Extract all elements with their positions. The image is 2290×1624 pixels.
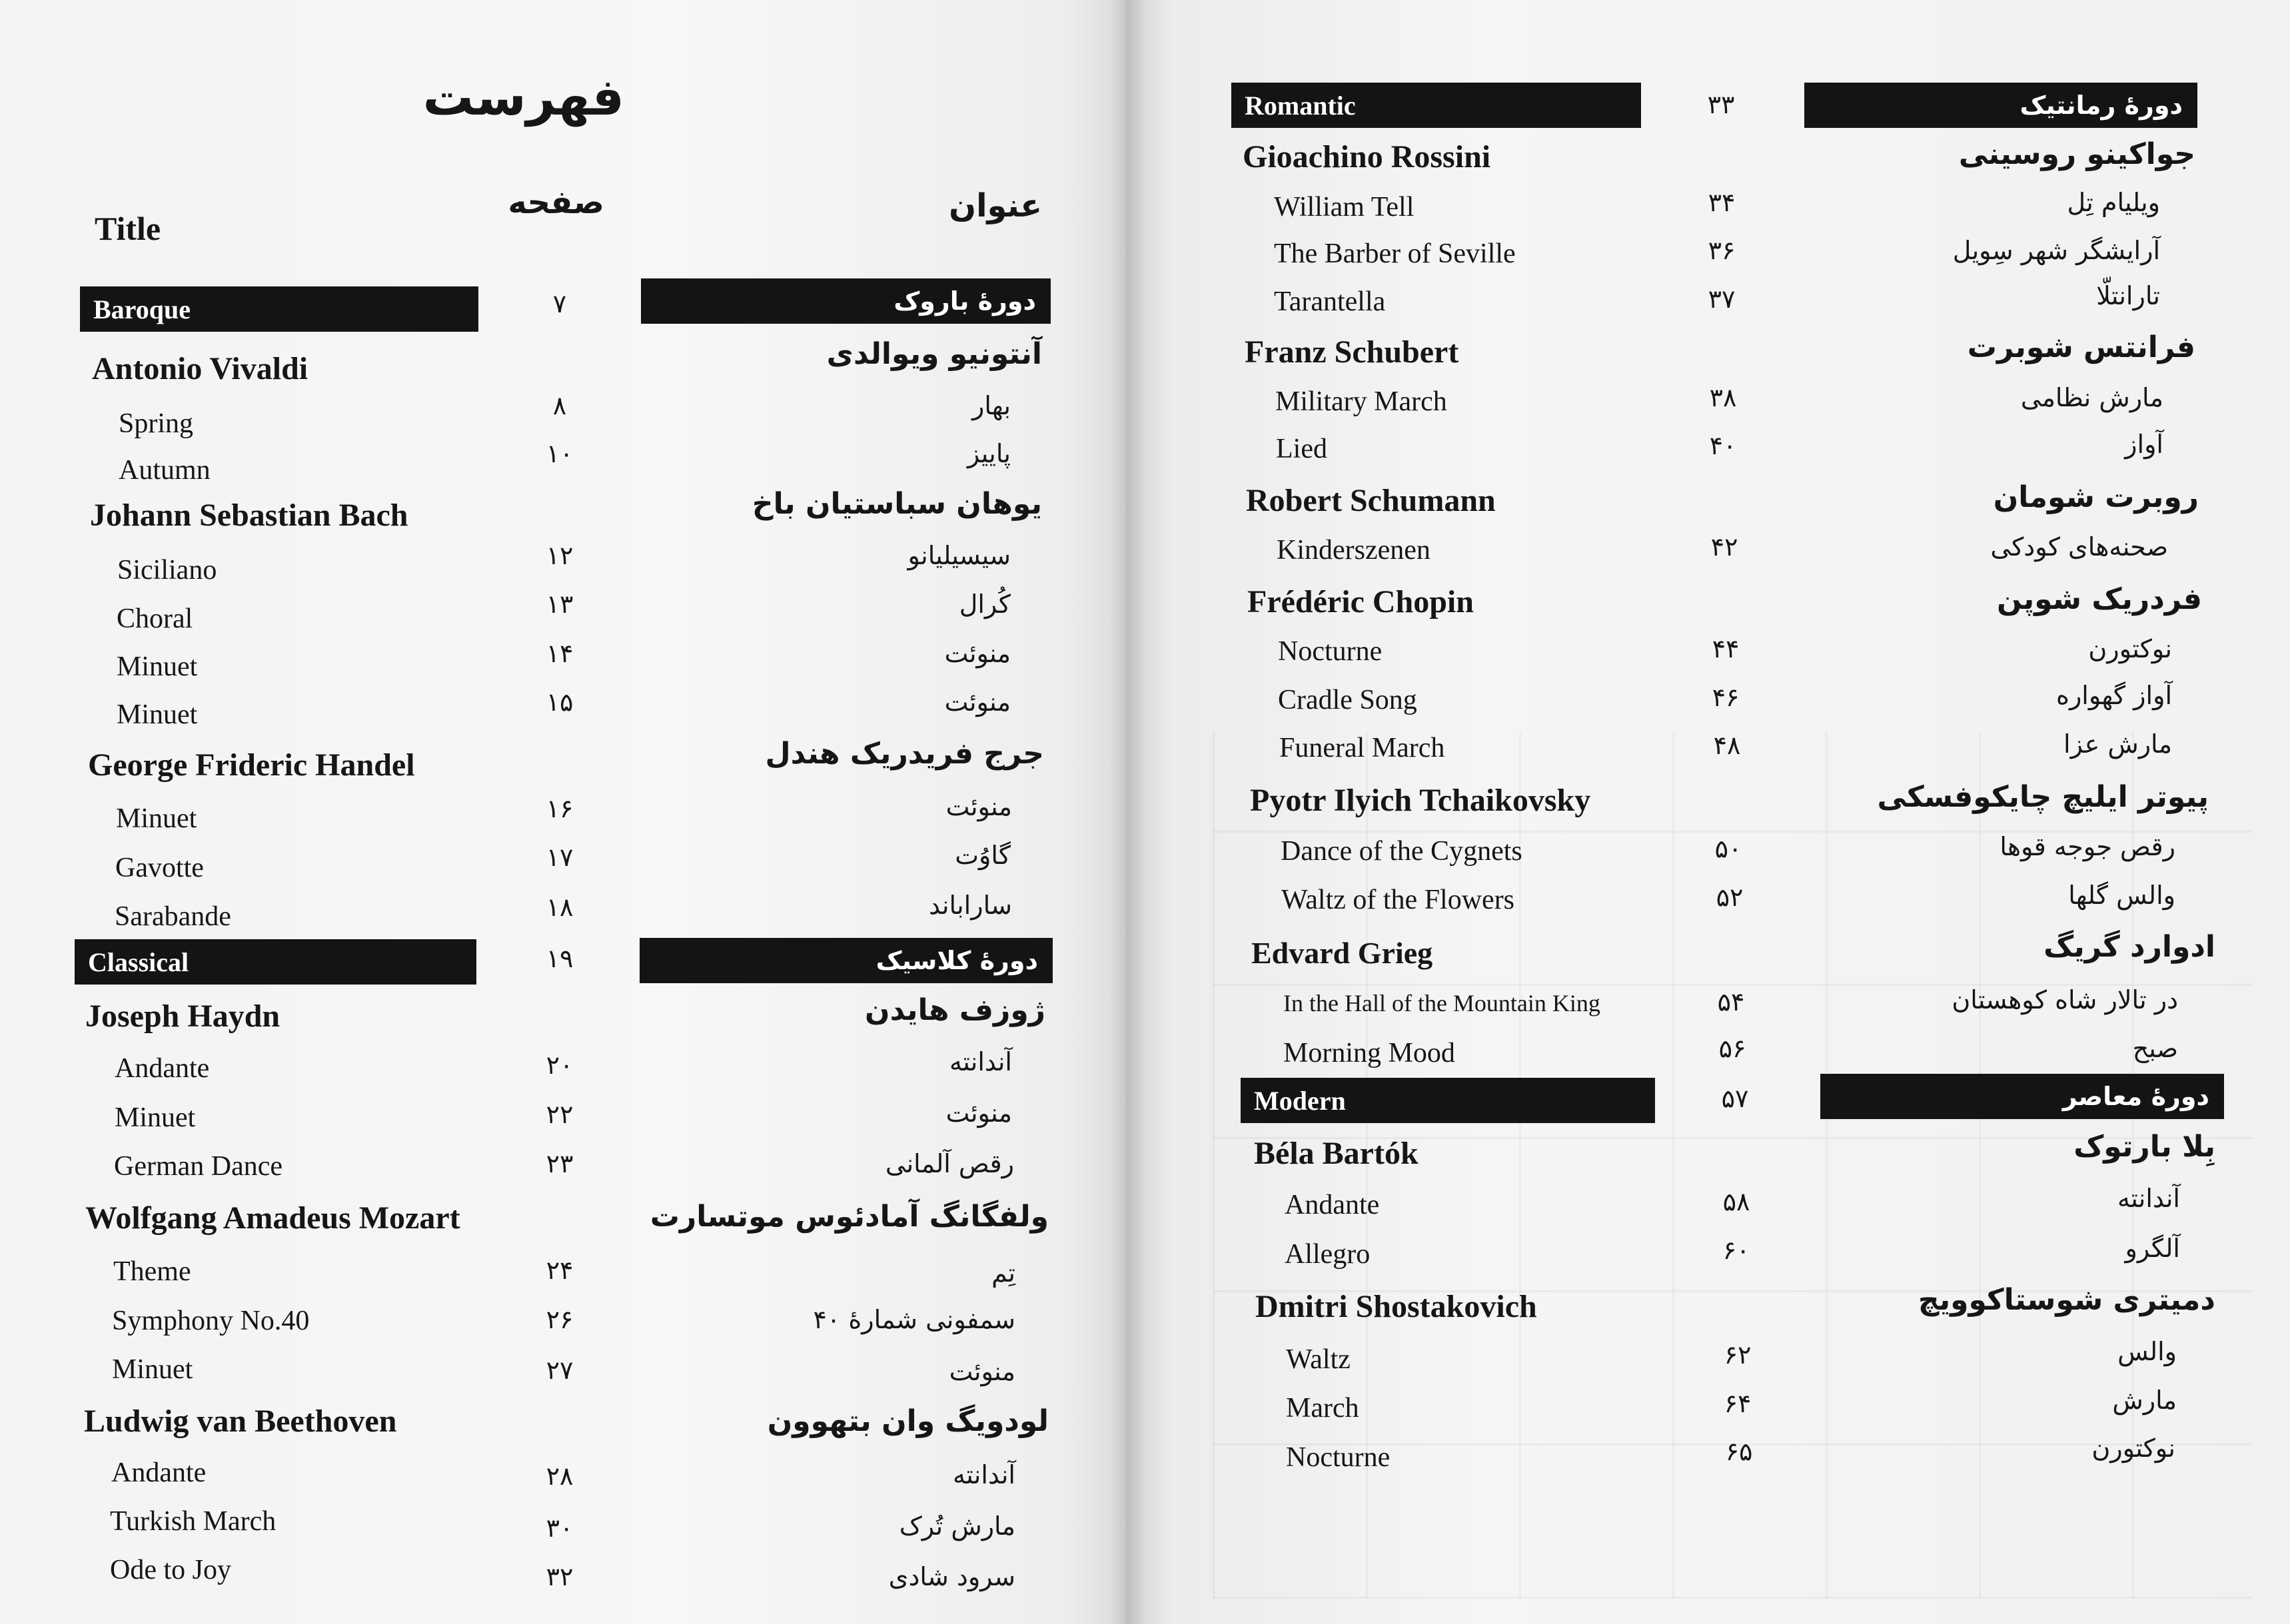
piece-title-en: Symphony No.40 [112, 1306, 310, 1336]
piece-title-fa: منوئت [944, 687, 1011, 717]
piece-title-en: Turkish March [110, 1506, 277, 1537]
section-bar-fa: دورهٔ کلاسیک [640, 938, 1053, 983]
section-page: ۳۳ [1707, 90, 1735, 119]
column-page-fa: صفحه [508, 184, 604, 221]
piece-title-fa: در تالار شاه کوهستان [1952, 985, 2178, 1015]
piece-title-en: Andante [111, 1457, 207, 1488]
section-bar-fa: دورهٔ معاصر [1820, 1074, 2224, 1119]
piece-title-en: Morning Mood [1283, 1038, 1455, 1068]
piece-title-fa: رقص آلمانی [885, 1149, 1014, 1178]
piece-title-en: Tarantella [1274, 286, 1386, 317]
piece-title-en: Theme [113, 1256, 191, 1287]
piece-page: ۲۰ [546, 1050, 574, 1080]
piece-title-en: Andante [1285, 1190, 1380, 1220]
piece-title-fa: منوئت [945, 1098, 1012, 1128]
piece-title-en: Cradle Song [1278, 685, 1417, 715]
piece-title-en: Autumn [119, 455, 211, 486]
piece-title-fa: گاوُت [955, 841, 1011, 870]
section-bar-fa: دورهٔ رمانتیک [1804, 83, 2197, 128]
composer-name-en: Dmitri Shostakovich [1255, 1289, 1537, 1324]
composer-name-fa: دمیتری شوستاکوویچ [1918, 1283, 2215, 1317]
composer-name-fa: جواکینو روسینی [1958, 137, 2195, 171]
piece-title-fa: سرود شادی [888, 1562, 1015, 1591]
piece-page: ۸ [552, 391, 567, 420]
piece-page: ۱۴ [546, 639, 574, 668]
piece-title-en: Minuet [115, 1102, 196, 1133]
piece-title-en: Dance of the Cygnets [1281, 836, 1522, 867]
composer-name-en: Gioachino Rossini [1243, 139, 1491, 175]
composer-name-en: Franz Schubert [1245, 334, 1459, 370]
composer-name-en: Pyotr Ilyich Tchaikovsky [1250, 783, 1591, 818]
piece-page: ۴۲ [1710, 532, 1738, 562]
piece-page: ۶۵ [1725, 1437, 1753, 1466]
composer-name-en: Béla Bartók [1254, 1136, 1419, 1171]
piece-title-en: Minuet [116, 803, 197, 834]
composer-name-fa: فردریک شوپن [1997, 582, 2202, 616]
piece-page: ۱۰ [546, 439, 574, 468]
composer-name-fa: روبرت شومان [1993, 480, 2199, 514]
piece-title-en: Waltz [1286, 1344, 1351, 1375]
piece-title-fa: منوئت [949, 1357, 1015, 1386]
piece-page: ۱۷ [546, 843, 574, 872]
composer-name-fa: فرانتس شوبرت [1967, 330, 2195, 364]
piece-page: ۵۸ [1722, 1187, 1750, 1216]
piece-title-fa: رقص جوجه قوها [2000, 832, 2175, 861]
piece-title-en: Nocturne [1286, 1442, 1391, 1473]
composer-name-en: Frédéric Chopin [1247, 584, 1474, 619]
section-bar-en: Romantic [1231, 83, 1641, 128]
piece-title-fa: بهار [971, 391, 1011, 420]
piece-title-en: Gavotte [115, 853, 204, 883]
piece-title-fa: نوکتورن [2088, 634, 2172, 663]
composer-name-en: Ludwig van Beethoven [84, 1404, 397, 1439]
piece-page: ۲۴ [546, 1256, 574, 1285]
piece-title-en: March [1286, 1393, 1359, 1423]
piece-page: ۳۶ [1708, 236, 1736, 265]
composer-name-fa: پیوتر ایلیچ چایکوفسکی [1877, 780, 2209, 814]
composer-name-fa: لودویگ وان بتهوون [767, 1404, 1049, 1438]
piece-title-fa: کُرال [959, 590, 1011, 619]
piece-title-fa: صحنه‌های کودکی [1990, 532, 2168, 562]
piece-title-fa: صبح [2132, 1034, 2178, 1063]
piece-page: ۱۲ [546, 541, 574, 570]
piece-title-fa: آندانته [2117, 1184, 2180, 1213]
composer-name-fa: ولفگانگ آمادئوس موتسارت [650, 1200, 1049, 1234]
piece-title-fa: مارش نظامی [2020, 383, 2163, 412]
piece-title-en: Minuet [112, 1354, 193, 1385]
piece-title-en: Sarabande [115, 901, 231, 932]
piece-page: ۲۲ [546, 1100, 574, 1129]
piece-title-fa: آرایشگر شهر سِویل [1952, 236, 2160, 265]
composer-name-en: Edvard Grieg [1251, 936, 1433, 970]
column-title-en: Title [95, 210, 161, 247]
piece-title-fa: مارش تُرک [899, 1511, 1015, 1541]
piece-title-fa: مارش [2112, 1386, 2177, 1415]
piece-title-fa: ساراباند [928, 891, 1012, 920]
piece-title-fa: آواز گهواره [2056, 681, 2172, 710]
piece-title-fa: آلگرو [2125, 1234, 2180, 1263]
composer-name-fa: جرج فریدریک هندل [765, 737, 1044, 771]
piece-title-en: Allegro [1285, 1239, 1371, 1270]
piece-page: ۶۲ [1724, 1340, 1752, 1370]
piece-title-fa: تِم [991, 1258, 1015, 1288]
composer-name-fa: بِلا بارتوک [2073, 1130, 2215, 1164]
section-bar-en: Modern [1241, 1078, 1655, 1123]
piece-page: ۲۷ [546, 1356, 574, 1385]
composer-name-en: Robert Schumann [1246, 483, 1496, 518]
piece-page: ۴۶ [1712, 683, 1740, 712]
piece-page: ۶۴ [1724, 1389, 1752, 1418]
piece-title-en: Siciliano [117, 555, 217, 586]
piece-title-fa: تارانتلّا [2096, 281, 2160, 310]
composer-name-fa: یوهان سباستیان باخ [752, 487, 1042, 521]
piece-title-en: Spring [119, 408, 194, 439]
composer-name-en: Antonio Vivaldi [92, 351, 308, 386]
piece-title-en: Funeral March [1279, 733, 1445, 763]
piece-title-en: Kinderszenen [1277, 535, 1431, 566]
piece-page: ۱۳ [546, 590, 574, 619]
piece-page: ۵۲ [1716, 883, 1744, 912]
piece-title-fa: والس [2117, 1337, 2177, 1366]
piece-title-en: Nocturne [1278, 636, 1383, 667]
composer-name-en: Johann Sebastian Bach [90, 498, 408, 533]
composer-name-en: Wolfgang Amadeus Mozart [85, 1200, 460, 1236]
piece-title-fa: منوئت [945, 792, 1012, 821]
composer-name-fa: ژوزف هایدن [865, 993, 1045, 1027]
piece-page: ۳۰ [546, 1513, 574, 1543]
piece-page: ۴۴ [1712, 634, 1740, 663]
piece-title-fa: آواز [2125, 430, 2163, 459]
piece-title-en: Ode to Joy [110, 1555, 231, 1585]
piece-title-en: William Tell [1274, 192, 1415, 222]
section-page: ۱۹ [546, 944, 574, 973]
section-bar-en: Classical [75, 939, 476, 985]
piece-title-en: German Dance [114, 1151, 283, 1182]
piece-page: ۶۰ [1722, 1236, 1750, 1265]
piece-title-fa: منوئت [944, 639, 1011, 668]
piece-page: ۲۶ [546, 1305, 574, 1334]
piece-title-fa: سیسیلیانو [907, 541, 1011, 570]
piece-page: ۱۶ [546, 794, 574, 823]
piece-page: ۵۴ [1717, 987, 1745, 1016]
piece-page: ۴۰ [1709, 431, 1737, 460]
piece-title-en: Lied [1276, 434, 1327, 464]
composer-name-fa: ادوارد گریگ [2043, 930, 2215, 964]
section-bar-fa: دورهٔ باروک [641, 278, 1051, 324]
piece-page: ۳۷ [1708, 284, 1736, 314]
piece-title-en: The Barber of Seville [1274, 238, 1516, 269]
piece-page: ۳۲ [546, 1562, 574, 1591]
piece-title-fa: آندانته [949, 1047, 1012, 1076]
piece-title-en: Choral [117, 604, 193, 634]
piece-title-en: Minuet [117, 699, 198, 730]
piece-page: ۳۸ [1709, 383, 1737, 412]
piece-page: ۱۸ [546, 893, 574, 922]
piece-title-fa: آندانته [952, 1460, 1015, 1489]
section-page: ۷ [552, 289, 567, 318]
piece-title-fa: نوکتورن [2091, 1433, 2175, 1463]
piece-page: ۵۶ [1718, 1034, 1746, 1063]
piece-page: ۱۵ [546, 687, 574, 717]
piece-title-fa: ویلیام تِل [2067, 188, 2160, 217]
piece-title-en: Minuet [117, 651, 198, 682]
piece-title-en: Waltz of the Flowers [1281, 885, 1515, 915]
column-title-fa: عنوان [949, 187, 1042, 224]
section-bar-en: Baroque [80, 286, 478, 332]
piece-page: ۲۸ [546, 1461, 574, 1491]
piece-title-fa: سمفونی شمارهٔ ۴۰ [813, 1305, 1015, 1334]
piece-title-en: Andante [115, 1053, 210, 1084]
piece-title-fa: والس گلها [2068, 881, 2175, 910]
piece-title-fa: مارش عزا [2063, 729, 2172, 759]
composer-name-fa: آنتونیو ویوالدی [826, 337, 1042, 371]
composer-name-en: George Frideric Handel [88, 747, 415, 783]
page-title: فهرست [422, 67, 624, 127]
piece-page: ۲۳ [546, 1149, 574, 1178]
piece-page: ۵۰ [1714, 834, 1742, 863]
piece-page: ۳۴ [1708, 188, 1736, 217]
section-page: ۵۷ [1721, 1084, 1749, 1113]
piece-title-fa: پاییز [967, 439, 1011, 468]
piece-page: ۴۸ [1713, 731, 1741, 760]
book-gutter [1109, 0, 1146, 1624]
piece-title-en: Military March [1275, 386, 1447, 417]
piece-title-en: In the Hall of the Mountain King [1283, 990, 1600, 1016]
composer-name-en: Joseph Haydn [85, 999, 281, 1034]
